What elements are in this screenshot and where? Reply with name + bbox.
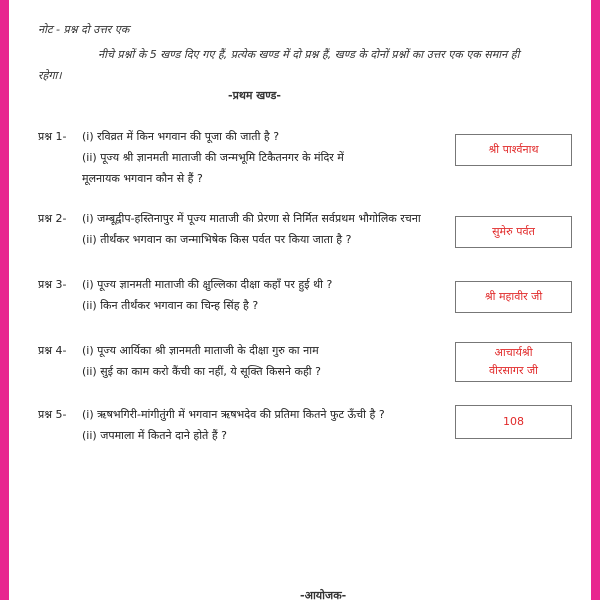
answer-text: सुमेरु पर्वत (492, 225, 535, 238)
question-line: (ii) तीर्थंकर भगवान का जन्माभिषेक किस पर्वत पर किया जाता है ? (82, 233, 352, 246)
question-label: प्रश्न 5- (38, 408, 67, 421)
answer-box-5 (455, 405, 572, 439)
organizer-footer: -आयोजक- (300, 589, 347, 602)
question-line: (i) रविव्रत में किन भगवान की पूजा की जाती है ? (82, 130, 280, 143)
intro-paragraph: नीचे प्रश्नों के 5 खण्ड दिए गए हैं, प्रत्येक खण्ड में दो प्रश्न हैं, खण्ड के दोनों प्रश्नों का उत्तर एक एक समान ही रहेगा। (38, 48, 520, 82)
question-lines (82, 404, 385, 446)
answer-text: 108 (503, 415, 524, 428)
question-lines (82, 340, 321, 382)
question-line: (i) जम्बूद्वीप-हस्तिनापुर में पूज्य माताजी की प्रेरणा से निर्मित सर्वप्रथम भौगोलिक रचना (82, 212, 421, 225)
note-line: नोट - प्रश्न दो उत्तर एक (38, 23, 130, 36)
question-label: प्रश्न 2- (38, 212, 67, 225)
question-lines (82, 208, 421, 250)
answer-box-2 (455, 216, 572, 248)
question-lines (82, 274, 332, 316)
answer-text: श्री पार्श्वनाथ (488, 143, 539, 156)
section-title: -प्रथम खण्ड- (228, 89, 281, 102)
answer-text: श्री महावीर जी (484, 290, 543, 303)
question-line: (ii) पूज्य श्री ज्ञानमती माताजी की जन्मभूमि टिकैतनगर के मंदिर में (82, 151, 344, 164)
question-label: प्रश्न 4- (38, 344, 67, 357)
question-line: मूलनायक भगवान कौन से हैं ? (82, 172, 203, 185)
question-line: (i) पूज्य आर्यिका श्री ज्ञानमती माताजी के दीक्षा गुरु का नाम (82, 344, 319, 357)
answer-box-4 (455, 342, 572, 382)
question-line: (i) ऋषभगिरी-मांगीतुंगी में भगवान ऋषभदेव की प्रतिमा कितने फुट ऊँची है ? (82, 408, 385, 421)
question-line: (ii) किन तीर्थंकर भगवान का चिन्ह सिंह है ? (82, 299, 259, 312)
left-pink-border (0, 0, 9, 600)
question-line: (ii) सुई का काम करो कैंची का नहीं, ये सूक्ति किसने कही ? (82, 365, 321, 378)
answer-box-3 (455, 281, 572, 313)
question-line: (i) पूज्य ज्ञानमती माताजी की क्षुल्लिका दीक्षा कहाँ पर हुई थी ? (82, 278, 333, 291)
question-label: प्रश्न 3- (38, 278, 67, 291)
answer-text: आचार्यश्री (494, 346, 533, 359)
question-label: प्रश्न 1- (38, 130, 67, 143)
question-lines (82, 126, 344, 189)
answer-box-1 (455, 134, 572, 166)
question-line: (ii) जपमाला में कितने दाने होते हैं ? (82, 429, 227, 442)
answer-text: वीरसागर जी (489, 364, 538, 377)
right-pink-border (591, 0, 600, 600)
